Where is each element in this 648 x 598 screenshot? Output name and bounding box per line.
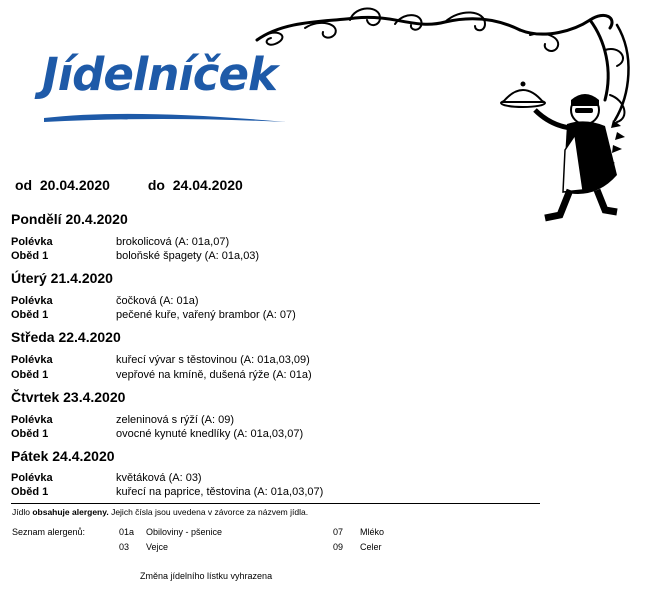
main-dish: vepřové na kmíně, dušená rýže (A: 01a)	[116, 369, 312, 381]
day-title: Úterý 21.4.2020	[11, 270, 113, 286]
soup-label: Polévka	[11, 354, 53, 366]
note-text: Jídlo	[12, 507, 33, 517]
allergen-code: 07	[333, 527, 344, 537]
allergen-note	[12, 507, 308, 517]
main-dish: ovocné kynuté knedlíky (A: 01a,03,07)	[116, 428, 304, 440]
period-to-label: do	[147, 177, 165, 193]
main-dish: pečené kuře, vařený brambor (A: 07)	[116, 309, 296, 321]
allergen-code: 09	[333, 542, 344, 552]
allergen-code: 01a	[119, 527, 135, 537]
main-label: Oběd 1	[11, 428, 49, 440]
day-title: Pondělí 20.4.2020	[11, 211, 128, 227]
soup-dish: květáková (A: 03)	[116, 472, 202, 484]
main-dish: boloňské špagety (A: 01a,03)	[116, 250, 260, 262]
change-note: Změna jídelního lístku vyhrazena	[140, 571, 273, 581]
main-label: Oběd 1	[11, 309, 49, 321]
soup-dish: kuřecí vývar s těstovinou (A: 01a,03,09)	[116, 354, 310, 366]
main-dish: kuřecí na paprice, těstovina (A: 01a,03,07)	[116, 486, 324, 498]
main-label: Oběd 1	[11, 369, 49, 381]
day-title: Pátek 24.4.2020	[11, 448, 115, 464]
allergen-name: Mléko	[360, 527, 385, 537]
page-title: Jídelníček	[42, 48, 277, 101]
allergen-name: Celer	[360, 542, 382, 552]
allergen-code: 03	[119, 542, 130, 552]
allergen-name: Vejce	[146, 542, 169, 552]
menu-period	[15, 177, 243, 193]
period-from-date: 20.04.2020	[39, 177, 110, 193]
soup-label: Polévka	[11, 414, 53, 426]
footer-divider	[11, 503, 540, 504]
period-to-date: 24.04.2020	[172, 177, 243, 193]
day-title: Čtvrtek 23.4.2020	[11, 389, 126, 405]
main-label: Oběd 1	[11, 250, 49, 262]
note-text: Jejich čísla jsou uvedena v závorce za názvem jídla.	[108, 507, 309, 517]
waiter-illustration	[245, 0, 648, 225]
period-from-label: od	[15, 177, 33, 193]
note-bold-text: obsahuje alergeny.	[32, 507, 109, 517]
day-title: Středa 22.4.2020	[11, 329, 121, 345]
allergen-name: Obiloviny - pšenice	[146, 527, 223, 537]
soup-dish: čočková (A: 01a)	[116, 295, 199, 307]
soup-label: Polévka	[11, 472, 53, 484]
soup-label: Polévka	[11, 295, 53, 307]
main-label: Oběd 1	[11, 486, 49, 498]
allergens-label: Seznam alergenů:	[12, 527, 86, 537]
soup-dish: brokolicová (A: 01a,07)	[116, 236, 230, 248]
soup-dish: zeleninová s rýží (A: 09)	[116, 414, 234, 426]
soup-label: Polévka	[11, 236, 53, 248]
